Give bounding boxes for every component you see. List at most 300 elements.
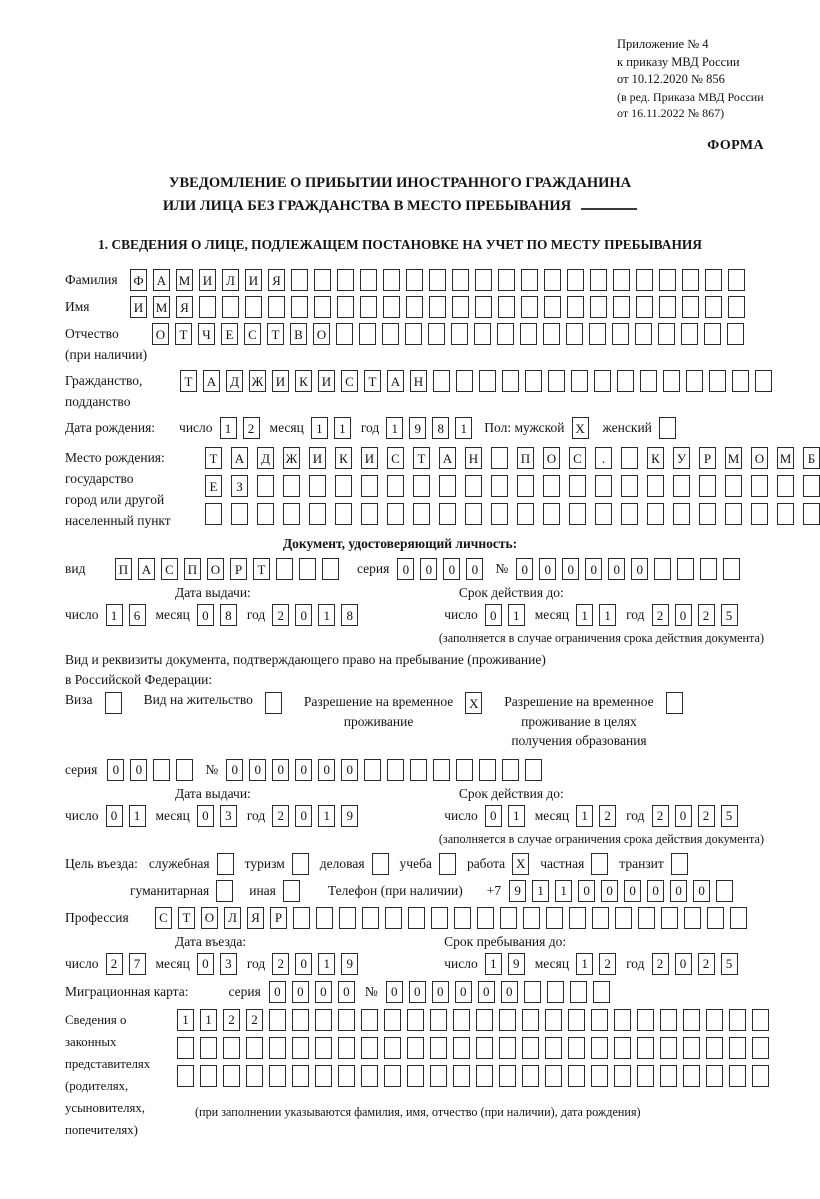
char-cell: Ф <box>130 269 147 291</box>
char-cell <box>640 370 657 392</box>
char-cell: Л <box>224 907 241 929</box>
blank-underline <box>581 198 637 210</box>
char-cell: 0 <box>466 558 483 580</box>
expiry-note: (заполняется в случае ограничения срока действия документа) <box>438 631 764 646</box>
char-cell <box>430 1065 447 1087</box>
representatives-label-line: (родителях, <box>65 1078 129 1093</box>
char-cell: 1 <box>106 604 123 626</box>
char-cell <box>291 296 308 318</box>
char-cell <box>706 1065 723 1087</box>
surname-row <box>65 269 800 291</box>
char-cell: 0 <box>631 558 648 580</box>
char-cell <box>716 880 733 902</box>
char-cell <box>335 503 352 525</box>
char-cell <box>663 370 680 392</box>
char-cell <box>293 907 310 929</box>
char-cell <box>614 1065 631 1087</box>
char-cell: 0 <box>501 981 518 1003</box>
char-cell: 0 <box>675 953 692 975</box>
representatives-label-line: попечителях) <box>65 1122 138 1137</box>
char-cell <box>105 692 122 714</box>
char-cell: Т <box>253 558 270 580</box>
char-cell <box>205 503 222 525</box>
birth-place-row2-cells <box>205 475 820 497</box>
char-cell <box>517 475 534 497</box>
char-cell: И <box>130 296 147 318</box>
form-body <box>0 269 816 1141</box>
birth-place-label-line: населенный пункт <box>65 513 171 529</box>
char-cell: 0 <box>197 604 214 626</box>
char-cell <box>364 759 381 781</box>
char-cell <box>217 853 234 875</box>
char-cell: О <box>751 447 768 469</box>
char-cell: X <box>572 417 589 439</box>
entry-day-cells <box>106 953 146 975</box>
purpose-tourism-checkbox <box>292 853 309 875</box>
char-cell <box>283 475 300 497</box>
amendment-line: от 16.11.2022 № 867) <box>617 106 725 121</box>
char-cell <box>569 503 586 525</box>
profession-label: Профессия <box>65 909 129 925</box>
purpose-private <box>540 853 608 875</box>
day-label: число <box>444 607 478 623</box>
option-temp-residence-education-label <box>504 692 653 751</box>
birth-place-label-line: государство <box>65 471 134 487</box>
char-cell <box>477 907 494 929</box>
representatives-row3-cells <box>177 1065 769 1087</box>
char-cell <box>681 323 698 345</box>
char-cell: 1 <box>508 604 525 626</box>
char-cell <box>543 323 560 345</box>
amendment-line: (в ред. Приказа МВД России <box>617 89 764 104</box>
purpose-label: служебная <box>148 855 210 871</box>
char-cell <box>413 503 430 525</box>
char-cell: 7 <box>129 953 146 975</box>
char-cell <box>177 1065 194 1087</box>
char-cell: 2 <box>698 953 715 975</box>
entry-dates-row <box>65 953 800 975</box>
char-cell <box>614 1009 631 1031</box>
char-cell <box>699 503 716 525</box>
char-cell: О <box>543 447 560 469</box>
char-cell <box>335 475 352 497</box>
char-cell <box>659 296 676 318</box>
char-cell: 0 <box>341 759 358 781</box>
visit-purpose-label: Цель въезда: <box>65 855 138 871</box>
option-residence-permit-checkbox <box>265 692 282 714</box>
char-cell <box>361 503 378 525</box>
char-cell <box>659 269 676 291</box>
char-cell <box>647 503 664 525</box>
birth-place-label-line: Место рождения: <box>65 450 165 466</box>
char-cell <box>430 1037 447 1059</box>
stay-day-cells <box>485 953 525 975</box>
char-cell: М <box>725 447 742 469</box>
char-cell: Т <box>364 370 381 392</box>
purpose-label: деловая <box>319 855 365 871</box>
char-cell <box>382 323 399 345</box>
expiry-year-cells <box>652 604 738 626</box>
char-cell <box>569 475 586 497</box>
expiry-date-heading: Срок действия до: <box>458 585 564 601</box>
purpose-label: туризм <box>244 855 285 871</box>
char-cell: 9 <box>508 953 525 975</box>
char-cell: П <box>184 558 201 580</box>
doc-kind-cells <box>115 558 339 580</box>
char-cell <box>732 370 749 392</box>
char-cell: С <box>387 447 404 469</box>
char-cell: А <box>439 447 456 469</box>
char-cell <box>777 503 794 525</box>
char-cell <box>337 296 354 318</box>
char-cell <box>595 475 612 497</box>
char-cell <box>728 269 745 291</box>
year-label: год <box>246 807 266 823</box>
char-cell <box>544 269 561 291</box>
char-cell <box>682 296 699 318</box>
char-cell <box>621 475 638 497</box>
char-cell: А <box>153 269 170 291</box>
char-cell <box>520 323 537 345</box>
char-cell <box>413 475 430 497</box>
char-cell <box>617 370 634 392</box>
option-visa-label: Виза <box>65 692 93 708</box>
char-cell: Ж <box>283 447 300 469</box>
char-cell <box>383 296 400 318</box>
option-residence-permit-label: Вид на жительство <box>143 692 253 708</box>
char-cell: 9 <box>409 417 426 439</box>
char-cell <box>517 503 534 525</box>
char-cell: 9 <box>341 805 358 827</box>
char-cell <box>595 503 612 525</box>
char-cell: Т <box>267 323 284 345</box>
char-cell: 1 <box>555 880 572 902</box>
migration-number-cells <box>386 981 610 1003</box>
char-cell: 1 <box>576 604 593 626</box>
char-cell <box>338 1037 355 1059</box>
char-cell: 0 <box>315 981 332 1003</box>
char-cell <box>803 475 820 497</box>
char-cell <box>429 296 446 318</box>
residence-doc-options-row <box>65 692 800 751</box>
char-cell <box>283 503 300 525</box>
char-cell <box>592 907 609 929</box>
identity-doc-date-headings <box>65 585 800 601</box>
representatives-note: (при заполнении указываются фамилия, имя, отчество (при наличии), дата рождения) <box>195 1104 641 1119</box>
char-cell: 1 <box>576 805 593 827</box>
month-label: месяц <box>534 955 570 971</box>
form-title-line1: УВЕДОМЛЕНИЕ О ПРИБЫТИИ ИНОСТРАННОГО ГРАЖДАНИНА <box>168 175 632 192</box>
purpose-label: транзит <box>619 855 664 871</box>
char-cell <box>451 323 468 345</box>
char-cell: Е <box>205 475 222 497</box>
entry-date-heading: Дата въезда: <box>175 933 247 949</box>
appendix-line: от 10.12.2020 № 856 <box>617 72 725 86</box>
doc-series-label: серия <box>357 561 390 577</box>
char-cell <box>362 907 379 929</box>
year-label: год <box>626 607 645 623</box>
purpose-transit <box>619 853 688 875</box>
char-cell <box>177 1037 194 1059</box>
char-cell <box>621 503 638 525</box>
char-cell: К <box>295 370 312 392</box>
char-cell <box>476 1037 493 1059</box>
residence-issue-year-cells <box>272 805 358 827</box>
residence-number-label: № <box>205 761 219 777</box>
char-cell <box>546 907 563 929</box>
char-cell <box>385 907 402 929</box>
char-cell <box>339 907 356 929</box>
char-cell <box>545 1009 562 1031</box>
char-cell <box>684 907 701 929</box>
month-label: месяц <box>155 607 190 623</box>
char-cell: 1 <box>386 417 403 439</box>
expiry-month-cells <box>576 604 616 626</box>
char-cell <box>686 370 703 392</box>
char-cell <box>591 853 608 875</box>
char-cell <box>547 981 564 1003</box>
identity-doc-dates-row <box>65 604 800 626</box>
appendix-block <box>617 36 800 122</box>
appendix-line: к приказу МВД России <box>617 54 740 69</box>
representatives-labels <box>65 1009 177 1141</box>
char-cell <box>384 1037 401 1059</box>
char-cell: Т <box>413 447 430 469</box>
char-cell: А <box>231 447 248 469</box>
representatives-rows <box>177 1009 769 1120</box>
char-cell: 0 <box>455 981 472 1003</box>
representatives-row2-cells <box>177 1037 769 1059</box>
option-temp-residence-checkbox <box>465 692 482 714</box>
char-cell: Т <box>175 323 192 345</box>
char-cell <box>315 1009 332 1031</box>
char-cell <box>491 475 508 497</box>
char-cell <box>360 296 377 318</box>
char-cell <box>474 323 491 345</box>
char-cell <box>660 1037 677 1059</box>
char-cell: 0 <box>295 759 312 781</box>
char-cell <box>682 269 699 291</box>
char-cell <box>752 1065 769 1087</box>
doc-number-cells <box>516 558 740 580</box>
migration-series-label: серия <box>228 983 261 999</box>
char-cell <box>659 417 676 439</box>
char-cell: 2 <box>272 805 289 827</box>
char-cell: Р <box>230 558 247 580</box>
char-cell <box>439 853 456 875</box>
birth-place-label-line: город или другой <box>65 492 165 508</box>
purpose-label: частная <box>540 855 585 871</box>
char-cell <box>729 1009 746 1031</box>
doc-kind-label: вид <box>65 561 86 577</box>
char-cell: А <box>387 370 404 392</box>
char-cell <box>725 503 742 525</box>
identity-doc-kind-row <box>65 558 800 580</box>
char-cell: С <box>569 447 586 469</box>
char-cell <box>456 370 473 392</box>
char-cell: Р <box>699 447 716 469</box>
purpose-label: гуманитарная <box>130 882 210 898</box>
char-cell <box>283 880 300 902</box>
char-cell <box>337 269 354 291</box>
char-cell: 8 <box>220 604 237 626</box>
char-cell <box>545 1065 562 1087</box>
char-cell: 0 <box>338 981 355 1003</box>
expiry-day-cells <box>485 604 525 626</box>
char-cell: 0 <box>562 558 579 580</box>
char-cell <box>153 759 170 781</box>
char-cell <box>456 759 473 781</box>
birth-place-rows <box>205 447 820 529</box>
char-cell <box>647 475 664 497</box>
purpose-private-checkbox <box>591 853 608 875</box>
char-cell: 0 <box>478 981 495 1003</box>
char-cell <box>439 503 456 525</box>
char-cell: 0 <box>647 880 664 902</box>
char-cell <box>322 558 339 580</box>
char-cell <box>199 296 216 318</box>
char-cell <box>636 296 653 318</box>
day-label: число <box>65 807 99 823</box>
char-cell: 0 <box>485 604 502 626</box>
entry-date-headings <box>65 934 800 950</box>
visit-purpose-row1 <box>65 853 800 875</box>
purpose-label: иная <box>249 882 276 898</box>
char-cell: 8 <box>341 604 358 626</box>
birth-year-cells <box>386 417 472 439</box>
char-cell <box>359 323 376 345</box>
char-cell <box>479 759 496 781</box>
char-cell <box>499 1009 516 1031</box>
char-cell <box>223 1037 240 1059</box>
char-cell <box>502 370 519 392</box>
purpose-study <box>400 853 456 875</box>
char-cell: 0 <box>295 953 312 975</box>
char-cell <box>705 269 722 291</box>
purpose-transit-checkbox <box>671 853 688 875</box>
char-cell: 8 <box>432 417 449 439</box>
char-cell: 1 <box>318 604 335 626</box>
char-cell <box>497 323 514 345</box>
char-cell: 6 <box>129 604 146 626</box>
char-cell <box>361 1037 378 1059</box>
char-cell <box>683 1065 700 1087</box>
entry-year-cells <box>272 953 358 975</box>
char-cell <box>200 1037 217 1059</box>
citizenship-row <box>65 370 800 412</box>
char-cell <box>589 323 606 345</box>
char-cell: У <box>673 447 690 469</box>
option-visa <box>65 692 122 714</box>
char-cell <box>728 296 745 318</box>
year-label: год <box>626 807 645 823</box>
char-cell <box>361 1009 378 1031</box>
char-cell <box>673 475 690 497</box>
appendix-line: Приложение № 4 <box>617 37 709 51</box>
char-cell <box>476 1065 493 1087</box>
char-cell: 0 <box>432 981 449 1003</box>
purpose-tourism <box>245 853 309 875</box>
char-cell: 9 <box>509 880 526 902</box>
month-label: месяц <box>534 807 570 823</box>
char-cell <box>276 558 293 580</box>
purpose-official <box>149 853 234 875</box>
char-cell <box>491 447 508 469</box>
stay-year-cells <box>652 953 738 975</box>
char-cell: 1 <box>485 953 502 975</box>
char-cell: 0 <box>226 759 243 781</box>
char-cell <box>666 692 683 714</box>
char-cell <box>567 269 584 291</box>
char-cell: 0 <box>295 805 312 827</box>
char-cell: О <box>207 558 224 580</box>
char-cell <box>309 503 326 525</box>
char-cell <box>314 296 331 318</box>
char-cell: Я <box>176 296 193 318</box>
char-cell: И <box>272 370 289 392</box>
char-cell <box>338 1065 355 1087</box>
char-cell <box>257 475 274 497</box>
char-cell <box>407 1009 424 1031</box>
char-cell: С <box>341 370 358 392</box>
day-label: число <box>65 607 99 623</box>
char-cell: 0 <box>516 558 533 580</box>
char-cell <box>522 1037 539 1059</box>
char-cell: 0 <box>624 880 641 902</box>
migration-number-label: № <box>364 983 378 999</box>
char-cell <box>658 323 675 345</box>
char-cell <box>476 1009 493 1031</box>
char-cell: Д <box>226 370 243 392</box>
birth-place-row1-cells <box>205 447 820 469</box>
sex-male-label: Пол: мужской <box>484 420 565 436</box>
char-cell: 5 <box>721 805 738 827</box>
char-cell: 2 <box>223 1009 240 1031</box>
char-cell: 0 <box>318 759 335 781</box>
year-label: год <box>626 955 645 971</box>
option-label-line: Разрешение на временное <box>303 694 454 710</box>
char-cell: 1 <box>455 417 472 439</box>
purpose-business-checkbox <box>372 853 389 875</box>
char-cell <box>566 323 583 345</box>
char-cell <box>571 370 588 392</box>
arrival-notification-form <box>0 36 816 1199</box>
char-cell <box>502 759 519 781</box>
phone-label: Телефон (при наличии) <box>327 882 463 898</box>
birth-date-row <box>65 417 800 439</box>
char-cell <box>465 503 482 525</box>
char-cell <box>429 269 446 291</box>
char-cell <box>613 269 630 291</box>
stay-until-heading: Срок пребывания до: <box>444 933 567 949</box>
char-cell <box>361 1065 378 1087</box>
visit-purpose-row2 <box>130 880 800 902</box>
char-cell: 0 <box>249 759 266 781</box>
char-cell <box>372 853 389 875</box>
char-cell <box>292 1009 309 1031</box>
day-label: число <box>444 807 478 823</box>
char-cell: 0 <box>693 880 710 902</box>
purpose-study-checkbox <box>439 853 456 875</box>
residence-number-cells <box>226 759 542 781</box>
stay-month-cells <box>576 953 616 975</box>
residence-expiry-day-cells <box>485 805 525 827</box>
char-cell: 0 <box>292 981 309 1003</box>
residence-series-cells <box>107 759 193 781</box>
char-cell <box>591 1065 608 1087</box>
option-residence-permit <box>144 692 282 714</box>
char-cell: 0 <box>601 880 618 902</box>
